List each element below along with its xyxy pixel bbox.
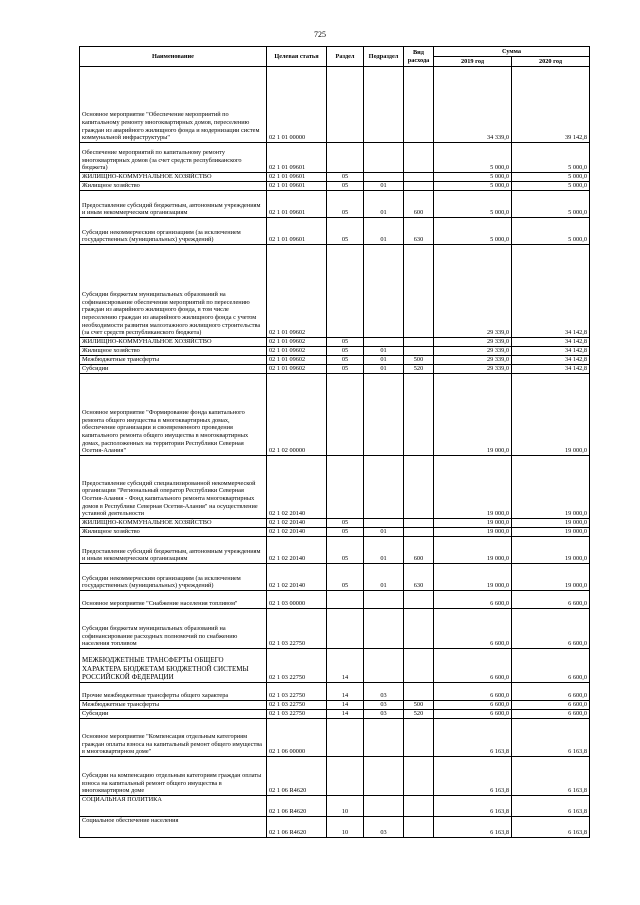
row-expense-type xyxy=(404,719,434,757)
row-2019: 6 600,0 xyxy=(434,591,512,609)
row-expense-type xyxy=(404,374,434,456)
table-row xyxy=(80,347,590,356)
table-row xyxy=(80,182,590,191)
row-section xyxy=(327,719,364,757)
table-row xyxy=(80,796,590,817)
budget-table xyxy=(79,46,590,838)
row-target: 02 1 01 09602 xyxy=(267,356,327,365)
row-target: 02 1 06 R4620 xyxy=(267,796,327,817)
row-name: Жилищное хозяйство xyxy=(80,182,267,191)
row-section xyxy=(327,456,364,519)
row-2019: 6 600,0 xyxy=(434,710,512,719)
row-2020: 5 000,0 xyxy=(512,143,590,173)
row-target: 02 1 02 20140 xyxy=(267,528,327,537)
row-subsection: 01 xyxy=(364,182,404,191)
row-2019: 29 339,0 xyxy=(434,365,512,374)
row-2019: 6 600,0 xyxy=(434,701,512,710)
header-2019: 2019 год xyxy=(434,57,512,67)
row-2019: 29 339,0 xyxy=(434,245,512,338)
row-section: 05 xyxy=(327,528,364,537)
row-2020: 19 000,0 xyxy=(512,456,590,519)
row-2020: 6 163,8 xyxy=(512,817,590,838)
row-target: 02 1 03 22750 xyxy=(267,710,327,719)
header-subsection: Подраздел xyxy=(364,47,404,67)
row-2020: 34 142,8 xyxy=(512,245,590,338)
row-2020: 19 000,0 xyxy=(512,537,590,564)
row-2020: 6 600,0 xyxy=(512,609,590,649)
row-section: 14 xyxy=(327,649,364,683)
row-expense-type xyxy=(404,528,434,537)
row-expense-type xyxy=(404,245,434,338)
header-name: Наименование xyxy=(80,47,267,67)
row-2020: 6 600,0 xyxy=(512,701,590,710)
row-name: Предоставление субсидий бюджетным, автономным учреждениям и иным некоммерческим организациям xyxy=(80,537,267,564)
row-name: ЖИЛИЩНО-КОММУНАЛЬНОЕ ХОЗЯЙСТВО xyxy=(80,519,267,528)
row-section: 05 xyxy=(327,564,364,591)
row-expense-type xyxy=(404,347,434,356)
row-2019: 6 163,8 xyxy=(434,719,512,757)
row-subsection: 01 xyxy=(364,356,404,365)
row-name: Основное мероприятие "Снабжение населения топливом" xyxy=(80,591,267,609)
row-2019: 5 000,0 xyxy=(434,182,512,191)
row-expense-type xyxy=(404,757,434,796)
row-section xyxy=(327,67,364,143)
table-row xyxy=(80,757,590,796)
row-name: Субсидии бюджетам муниципальных образований на софинансирование обеспечения мероприятий по переселению граждан из аварийного жилищного фонда, в том числе переселению граждан из аварийного жилищного фонда с учетом необходимости развития малоэтажного жилищного строительства (за счет средств республиканского бюджета) xyxy=(80,245,267,338)
table-row xyxy=(80,143,590,173)
row-section: 05 xyxy=(327,519,364,528)
row-expense-type xyxy=(404,338,434,347)
row-subsection xyxy=(364,143,404,173)
row-2020: 34 142,8 xyxy=(512,338,590,347)
row-2020: 6 163,8 xyxy=(512,796,590,817)
row-subsection xyxy=(364,173,404,182)
row-target: 02 1 01 09601 xyxy=(267,218,327,245)
table-row xyxy=(80,245,590,338)
row-subsection: 01 xyxy=(364,218,404,245)
row-subsection xyxy=(364,757,404,796)
row-target: 02 1 01 09602 xyxy=(267,365,327,374)
row-2019: 29 339,0 xyxy=(434,347,512,356)
row-expense-type: 520 xyxy=(404,710,434,719)
row-name: Межбюджетные трансферты xyxy=(80,701,267,710)
row-section: 05 xyxy=(327,537,364,564)
header-row xyxy=(80,47,590,57)
row-expense-type xyxy=(404,456,434,519)
row-name: СОЦИАЛЬНАЯ ПОЛИТИКА xyxy=(80,796,267,817)
header-2020: 2020 год xyxy=(512,57,590,67)
row-subsection xyxy=(364,245,404,338)
row-2020: 5 000,0 xyxy=(512,191,590,218)
row-2019: 5 000,0 xyxy=(434,218,512,245)
row-target: 02 1 03 22750 xyxy=(267,683,327,701)
row-2020: 6 163,8 xyxy=(512,757,590,796)
row-2019: 19 000,0 xyxy=(434,537,512,564)
table-row xyxy=(80,564,590,591)
row-expense-type: 600 xyxy=(404,191,434,218)
row-2019: 6 600,0 xyxy=(434,649,512,683)
table-row xyxy=(80,218,590,245)
row-section: 05 xyxy=(327,338,364,347)
row-expense-type xyxy=(404,591,434,609)
row-target: 02 1 03 00000 xyxy=(267,591,327,609)
row-2020: 6 600,0 xyxy=(512,649,590,683)
row-2019: 5 000,0 xyxy=(434,191,512,218)
row-name: ЖИЛИЩНО-КОММУНАЛЬНОЕ ХОЗЯЙСТВО xyxy=(80,338,267,347)
row-name: Прочие межбюджетные трансферты общего характера xyxy=(80,683,267,701)
row-2020: 19 000,0 xyxy=(512,374,590,456)
row-subsection: 01 xyxy=(364,537,404,564)
row-target: 02 1 01 09602 xyxy=(267,347,327,356)
table-row xyxy=(80,817,590,838)
page-number: 725 xyxy=(314,30,326,39)
row-target: 02 1 06 R4620 xyxy=(267,817,327,838)
table-row xyxy=(80,338,590,347)
row-section xyxy=(327,591,364,609)
row-subsection: 01 xyxy=(364,528,404,537)
table-row xyxy=(80,374,590,456)
row-subsection xyxy=(364,591,404,609)
row-expense-type: 520 xyxy=(404,365,434,374)
row-expense-type xyxy=(404,143,434,173)
row-target: 02 1 02 00000 xyxy=(267,374,327,456)
row-target: 02 1 02 20140 xyxy=(267,519,327,528)
row-2019: 19 000,0 xyxy=(434,374,512,456)
row-target: 02 1 02 20140 xyxy=(267,564,327,591)
row-2020: 6 600,0 xyxy=(512,683,590,701)
row-name: Субсидии xyxy=(80,710,267,719)
table-row xyxy=(80,537,590,564)
table-row xyxy=(80,683,590,701)
row-subsection xyxy=(364,719,404,757)
row-subsection xyxy=(364,609,404,649)
row-section xyxy=(327,609,364,649)
row-subsection: 01 xyxy=(364,365,404,374)
row-name: Субсидии xyxy=(80,365,267,374)
row-subsection: 01 xyxy=(364,564,404,591)
row-target: 02 1 01 09602 xyxy=(267,338,327,347)
row-expense-type: 500 xyxy=(404,356,434,365)
row-expense-type: 600 xyxy=(404,537,434,564)
table-row xyxy=(80,719,590,757)
row-name: Основное мероприятие "Формирование фонда капитального ремонта общего имущества в многоквартирных домах, обеспечение организации и своевременного проведения капитального ремонта общего имущества в многоквартирных домах, расположенных на территории Республики Северная Осетия-Алания" xyxy=(80,374,267,456)
row-2020: 6 600,0 xyxy=(512,710,590,719)
row-2020: 34 142,8 xyxy=(512,356,590,365)
row-2020: 6 163,8 xyxy=(512,719,590,757)
row-2019: 5 000,0 xyxy=(434,173,512,182)
row-expense-type xyxy=(404,649,434,683)
row-2019: 29 339,0 xyxy=(434,338,512,347)
row-2019: 5 000,0 xyxy=(434,143,512,173)
row-section: 14 xyxy=(327,701,364,710)
row-2019: 6 163,8 xyxy=(434,817,512,838)
table-body xyxy=(80,67,590,838)
row-name: ЖИЛИЩНО-КОММУНАЛЬНОЕ ХОЗЯЙСТВО xyxy=(80,173,267,182)
row-section: 10 xyxy=(327,817,364,838)
row-2020: 34 142,8 xyxy=(512,347,590,356)
row-name: МЕЖБЮДЖЕТНЫЕ ТРАНСФЕРТЫ ОБЩЕГО ХАРАКТЕРА БЮДЖЕТАМ БЮДЖЕТНОЙ СИСТЕМЫ РОССИЙСКОЙ ФЕДЕРАЦИИ xyxy=(80,649,267,683)
row-section: 14 xyxy=(327,683,364,701)
row-2020: 19 000,0 xyxy=(512,528,590,537)
row-subsection xyxy=(364,67,404,143)
row-2019: 6 163,8 xyxy=(434,757,512,796)
row-name: Предоставление субсидий специализированной некоммерческой организации "Региональный оператор Республики Северная Осетия-Алания - Фонд капитального ремонта многоквартирных домов в Республике Северная Осетия-Алания" на осуществление уставной деятельности xyxy=(80,456,267,519)
row-target: 02 1 03 22750 xyxy=(267,649,327,683)
table-row xyxy=(80,701,590,710)
row-target: 02 1 02 20140 xyxy=(267,456,327,519)
table-row xyxy=(80,591,590,609)
row-expense-type: 630 xyxy=(404,564,434,591)
table-row xyxy=(80,67,590,143)
header-section: Раздел xyxy=(327,47,364,67)
row-target: 02 1 06 00000 xyxy=(267,719,327,757)
row-2019: 34 339,0 xyxy=(434,67,512,143)
row-name: Жилищное хозяйство xyxy=(80,347,267,356)
row-subsection: 01 xyxy=(364,347,404,356)
row-target: 02 1 03 22750 xyxy=(267,609,327,649)
row-target: 02 1 03 22750 xyxy=(267,701,327,710)
row-expense-type xyxy=(404,609,434,649)
row-subsection xyxy=(364,796,404,817)
row-2019: 19 000,0 xyxy=(434,456,512,519)
row-2019: 6 163,8 xyxy=(434,796,512,817)
row-2019: 19 000,0 xyxy=(434,564,512,591)
row-expense-type xyxy=(404,817,434,838)
row-expense-type: 630 xyxy=(404,218,434,245)
row-2019: 19 000,0 xyxy=(434,528,512,537)
row-2020: 5 000,0 xyxy=(512,173,590,182)
row-expense-type xyxy=(404,173,434,182)
row-subsection: 03 xyxy=(364,710,404,719)
table-row xyxy=(80,609,590,649)
row-section xyxy=(327,374,364,456)
row-target: 02 1 02 20140 xyxy=(267,537,327,564)
row-section xyxy=(327,757,364,796)
row-section: 14 xyxy=(327,710,364,719)
row-subsection: 03 xyxy=(364,701,404,710)
row-name: Обеспечение мероприятий по капитальному ремонту многоквартирных домов (за счет средств республиканского бюджета) xyxy=(80,143,267,173)
row-target: 02 1 01 09601 xyxy=(267,143,327,173)
row-name: Основное мероприятие "Компенсация отдельным категориям граждан оплаты взноса на капитальный ремонт общего имущества в многоквартирном доме" xyxy=(80,719,267,757)
row-name: Субсидии бюджетам муниципальных образований на софинансирование расходных полномочий по снабжению населения топливом xyxy=(80,609,267,649)
row-name: Субсидии некоммерческим организациям (за исключением государственных (муниципальных) учреждений) xyxy=(80,564,267,591)
row-target: 02 1 01 09601 xyxy=(267,182,327,191)
row-target: 02 1 06 R4620 xyxy=(267,757,327,796)
header-expense-type: Вид расхода xyxy=(404,47,434,67)
row-2020: 5 000,0 xyxy=(512,218,590,245)
row-subsection: 01 xyxy=(364,191,404,218)
table-row xyxy=(80,528,590,537)
row-name: Социальное обеспечение населения xyxy=(80,817,267,838)
row-section: 05 xyxy=(327,347,364,356)
row-section: 05 xyxy=(327,218,364,245)
row-section: 05 xyxy=(327,173,364,182)
row-expense-type xyxy=(404,182,434,191)
row-target: 02 1 01 09601 xyxy=(267,191,327,218)
row-2019: 6 600,0 xyxy=(434,609,512,649)
row-expense-type xyxy=(404,683,434,701)
row-subsection xyxy=(364,338,404,347)
row-expense-type xyxy=(404,67,434,143)
row-subsection: 03 xyxy=(364,817,404,838)
table-row xyxy=(80,456,590,519)
row-2020: 5 000,0 xyxy=(512,182,590,191)
row-subsection xyxy=(364,519,404,528)
row-target: 02 1 01 09602 xyxy=(267,245,327,338)
row-section xyxy=(327,245,364,338)
row-section xyxy=(327,143,364,173)
row-name: Межбюджетные трансферты xyxy=(80,356,267,365)
table-row xyxy=(80,191,590,218)
row-2020: 19 000,0 xyxy=(512,519,590,528)
row-expense-type xyxy=(404,519,434,528)
row-subsection xyxy=(364,374,404,456)
row-section: 10 xyxy=(327,796,364,817)
table-row xyxy=(80,649,590,683)
row-target: 02 1 01 09601 xyxy=(267,173,327,182)
row-2020: 19 000,0 xyxy=(512,564,590,591)
row-expense-type xyxy=(404,796,434,817)
row-name: Основное мероприятие "Обеспечение мероприятий по капитальному ремонту многоквартирных домов, переселению граждан из аварийного жилищного фонда и модернизации систем коммунальной инфраструктуры" xyxy=(80,67,267,143)
table-row xyxy=(80,356,590,365)
table-row xyxy=(80,710,590,719)
row-2020: 39 142,8 xyxy=(512,67,590,143)
row-name: Предоставление субсидий бюджетным, автономным учреждениям и иным некоммерческим организациям xyxy=(80,191,267,218)
row-name: Субсидии на компенсацию отдельным категориям граждан оплаты взноса на капитальный ремонт общего имущества в многоквартирном доме xyxy=(80,757,267,796)
row-section: 05 xyxy=(327,182,364,191)
row-name: Субсидии некоммерческим организациям (за исключением государственных (муниципальных) учреждений) xyxy=(80,218,267,245)
row-subsection xyxy=(364,649,404,683)
row-2019: 29 339,0 xyxy=(434,356,512,365)
table-row xyxy=(80,173,590,182)
row-2019: 19 000,0 xyxy=(434,519,512,528)
row-section: 05 xyxy=(327,191,364,218)
row-expense-type: 500 xyxy=(404,701,434,710)
header-sum: Сумма xyxy=(434,47,590,57)
row-subsection xyxy=(364,456,404,519)
row-name: Жилищное хозяйство xyxy=(80,528,267,537)
row-2020: 34 142,8 xyxy=(512,365,590,374)
row-target: 02 1 01 00000 xyxy=(267,67,327,143)
row-section: 05 xyxy=(327,356,364,365)
row-section: 05 xyxy=(327,365,364,374)
header-target: Целевая статья xyxy=(267,47,327,67)
table-row xyxy=(80,519,590,528)
row-2019: 6 600,0 xyxy=(434,683,512,701)
row-2020: 6 600,0 xyxy=(512,591,590,609)
table-row xyxy=(80,365,590,374)
row-subsection: 03 xyxy=(364,683,404,701)
